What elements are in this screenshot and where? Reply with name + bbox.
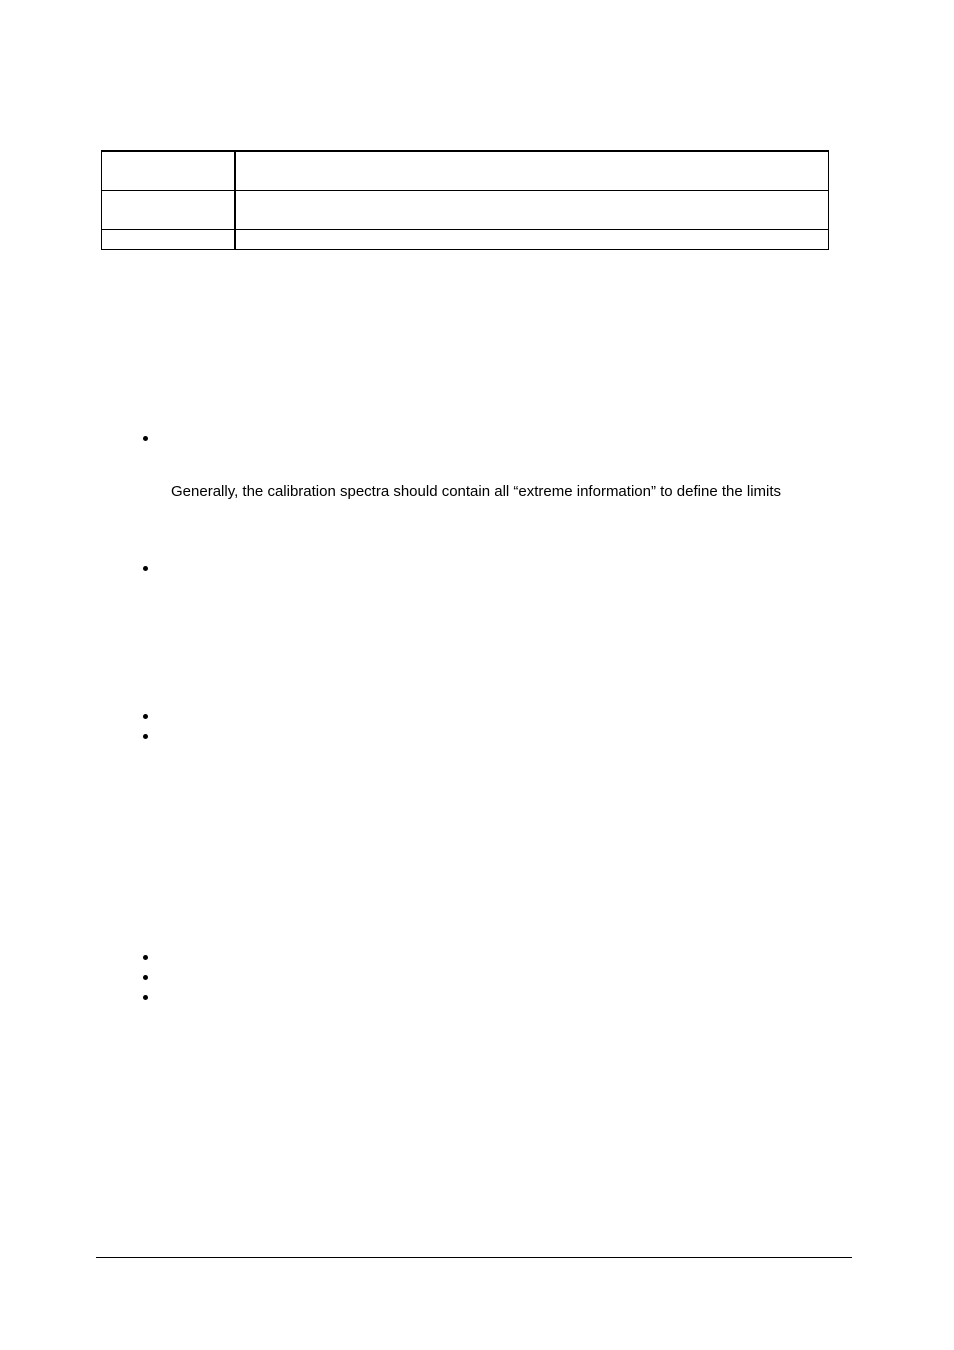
definition-table: [101, 150, 829, 250]
table-row: [102, 191, 829, 230]
bullet-marker: [141, 993, 149, 1001]
table-cell: [235, 230, 829, 250]
table-row: [102, 151, 829, 191]
bullet-marker: [141, 434, 149, 442]
bullet-marker: [141, 973, 149, 981]
calibration-paragraph: Generally, the calibration spectra should contain all “extreme information” to define the limits: [171, 483, 782, 500]
table-cell: [102, 151, 236, 191]
table-cell: [235, 191, 829, 230]
bullet-marker: [141, 953, 149, 961]
table-cell: [102, 230, 236, 250]
table-row: [102, 230, 829, 250]
bullet-marker: [141, 712, 149, 720]
table-cell: [102, 191, 236, 230]
bullet-marker: [141, 564, 149, 572]
table-cell: [235, 151, 829, 191]
bullet-marker: [141, 732, 149, 740]
footer-divider: [96, 1257, 852, 1258]
